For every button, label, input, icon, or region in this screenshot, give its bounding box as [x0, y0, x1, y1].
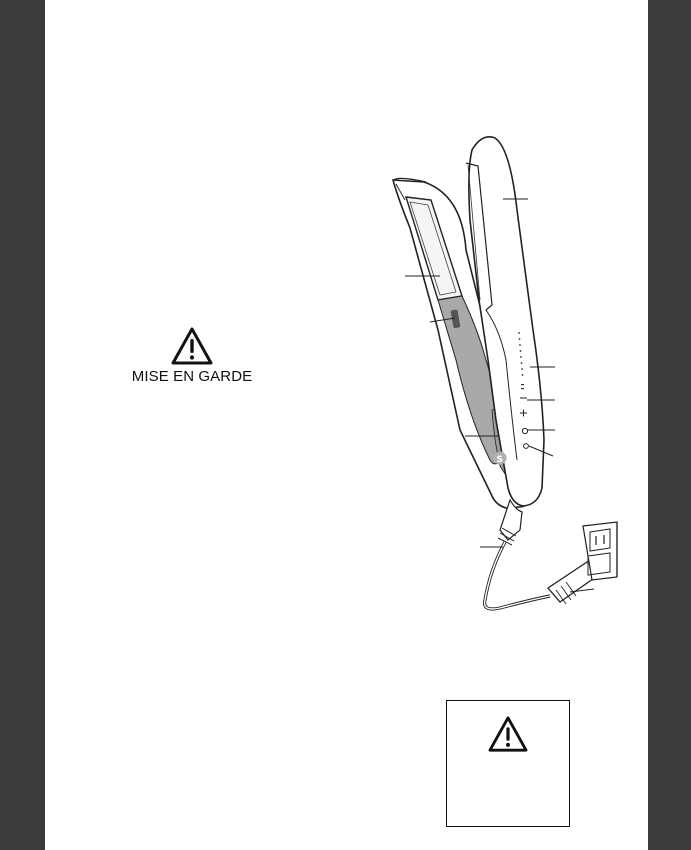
warning-label: MISE EN GARDE	[131, 368, 253, 385]
svg-text:S: S	[496, 455, 503, 465]
manual-page	[45, 0, 648, 850]
notice-box	[446, 700, 570, 827]
warning-triangle-icon	[487, 715, 529, 753]
